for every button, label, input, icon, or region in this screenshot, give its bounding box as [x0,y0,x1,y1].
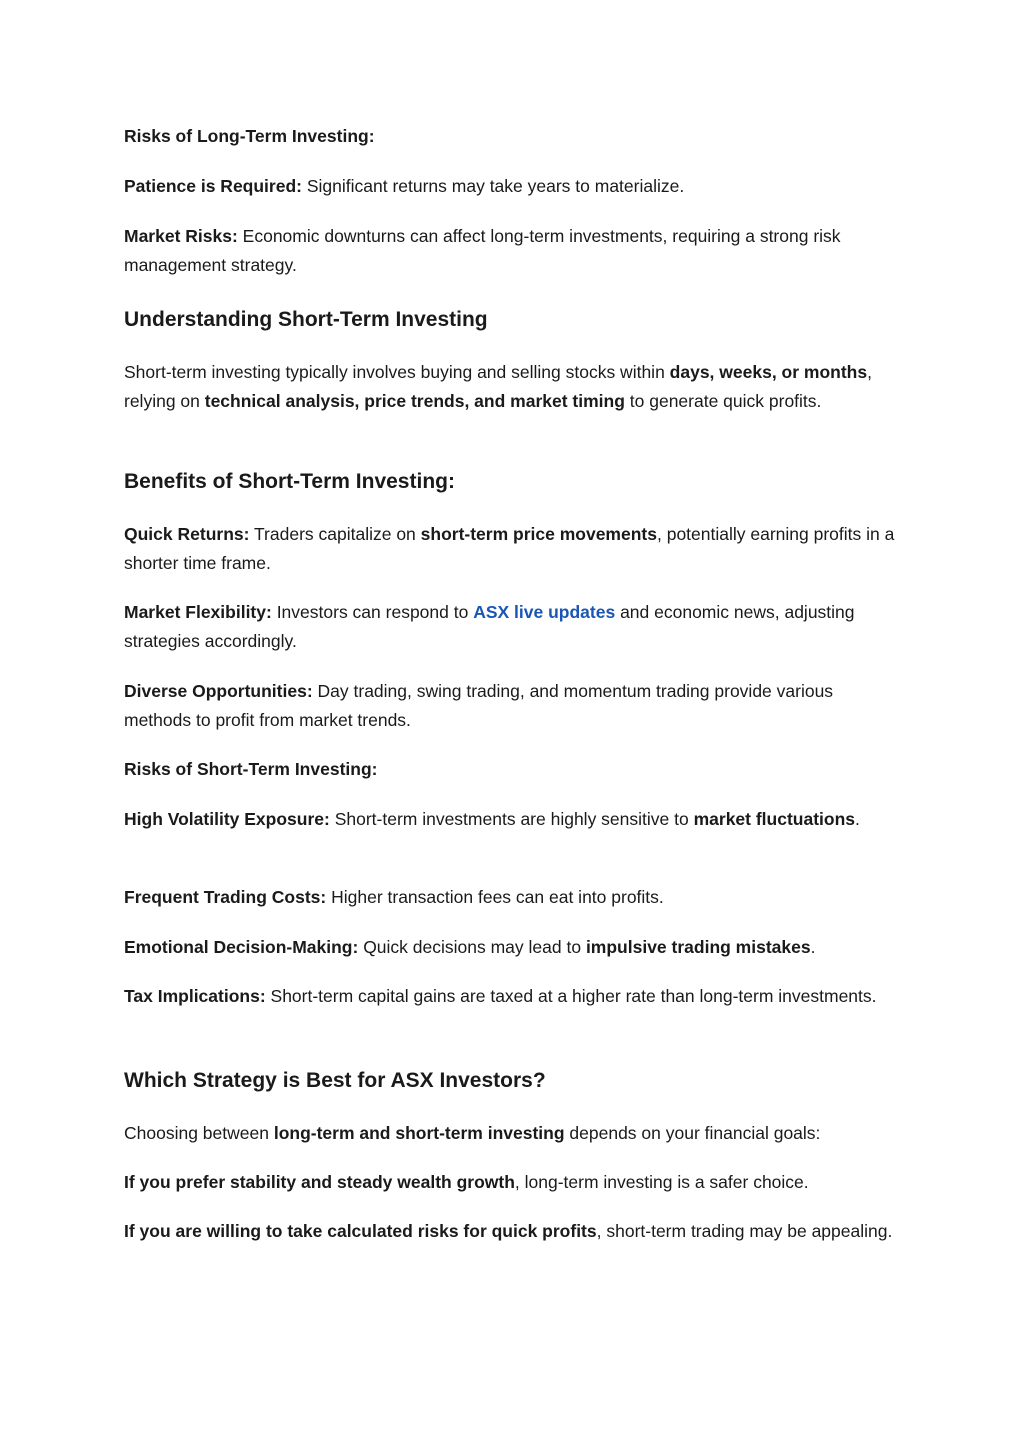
stability-bold: If you prefer stability and steady wealth growth [124,1172,515,1192]
market-flexibility-text-2: and economic news, adjusting strategies accordingly. [124,602,855,651]
stability-item [124,1168,904,1197]
choosing-item [124,1119,904,1148]
patience-label: Patience is Required: [124,176,302,196]
risks-long-heading-text: Risks of Long-Term Investing: [124,126,375,146]
intro-text-2: , relying on [124,362,872,411]
costs-text: Higher transaction fees can eat into profits. [326,887,664,907]
stability-text: , long-term investing is a safer choice. [514,1172,809,1192]
emotional-bold: impulsive trading mistakes [585,937,811,957]
tax-item [124,982,904,1011]
market-flexibility-text-1: Investors can respond to [271,602,474,622]
volatility-label: High Volatility Exposure: [124,809,330,829]
emotional-item [124,933,904,962]
quick-returns-text-2: , potentially earning profits in a shorter time frame. [124,524,895,573]
risk-item [124,1217,904,1246]
volatility-item [124,805,904,834]
patience-text: Significant returns may take years to materialize. [301,176,685,196]
market-flexibility-label: Market Flexibility: [124,602,272,622]
asx-live-updates-link[interactable]: ASX live updates [473,602,616,622]
tax-text: Short-term capital gains are taxed at a higher rate than long-term investments. [265,986,877,1006]
risks-short-heading [124,755,904,784]
intro-bold-2: technical analysis, price trends, and market timing [204,391,625,411]
volatility-bold: market fluctuations [693,809,856,829]
strategy-heading: Which Strategy is Best for ASX Investors? [124,1069,546,1092]
intro-text-3: to generate quick profits. [624,391,822,411]
quick-returns-text-1: Traders capitalize on [249,524,421,544]
patience-item [124,172,904,201]
choosing-bold: long-term and short-term investing [273,1123,565,1143]
tax-label: Tax Implications: [124,986,266,1006]
diverse-item [124,677,904,735]
emotional-text-1: Quick decisions may lead to [358,937,586,957]
benefits-short-heading: Benefits of Short-Term Investing: [124,470,455,493]
short-term-heading: Understanding Short-Term Investing [124,308,488,331]
emotional-text-2: . [810,937,816,957]
risk-bold: If you are willing to take calculated risks for quick profits [124,1221,597,1241]
diverse-label: Diverse Opportunities: [124,681,313,701]
quick-returns-label: Quick Returns: [124,524,250,544]
choosing-text-1: Choosing between [124,1123,274,1143]
costs-label: Frequent Trading Costs: [124,887,327,907]
choosing-text-2: depends on your financial goals: [564,1123,821,1143]
market-risks-item [124,222,904,280]
market-risks-text: Economic downturns can affect long-term investments, requiring a strong risk management strategy. [124,226,841,275]
volatility-text-2: . [855,809,860,829]
quick-returns-bold: short-term price movements [420,524,657,544]
risks-long-heading [124,122,904,151]
volatility-text-1: Short-term investments are highly sensitive to [329,809,694,829]
risk-text: , short-term trading may be appealing. [596,1221,893,1241]
intro-text-1: Short-term investing typically involves buying and selling stocks within [124,362,670,382]
quick-returns-item [124,520,904,578]
short-term-intro [124,358,904,416]
emotional-label: Emotional Decision-Making: [124,937,359,957]
intro-bold-1: days, weeks, or months [669,362,868,382]
costs-item [124,883,904,912]
market-flexibility-item [124,598,904,656]
risks-short-heading-text: Risks of Short-Term Investing: [124,759,378,779]
market-risks-label: Market Risks: [124,226,238,246]
diverse-text: Day trading, swing trading, and momentum trading provide various methods to profit from market trends. [124,681,834,730]
